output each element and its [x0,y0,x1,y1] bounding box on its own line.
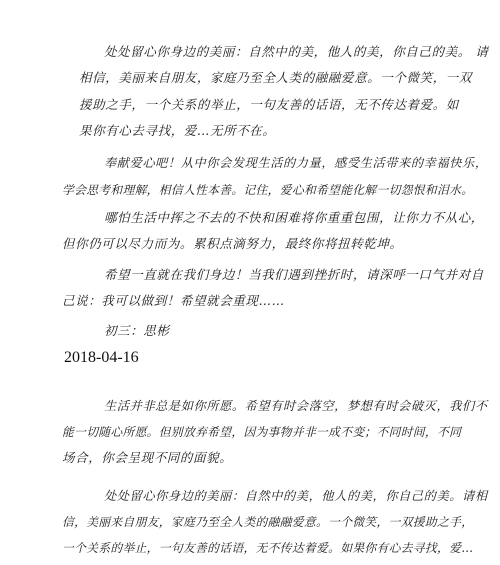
signature: 初三：思彬 [104,323,170,338]
paragraph-line: 哪怕生活中挥之不去的不快和困难将你重重包围，让你力不从心， [104,210,484,225]
date-heading: 2018-04-16 [64,349,139,366]
paragraph-line: 但你仍可以尽力而为。累积点滴努力，最终你将扭转乾坤。 [62,236,403,251]
paragraph-line: 一个关系的举止，一句友善的话语，无不传达着爱。如果你有心去寻找，爱… [62,541,474,555]
paragraph-line: 奉献爱心吧！从中你会发现生活的力量，感受生活带来的幸福快乐， [104,156,488,170]
paragraph-line: 信，美丽来自朋友，家庭乃至全人类的融融爱意。一个微笑，一双援助之手， [62,515,474,529]
paragraph-line: 果你有心去寻找，爱…无所不在。 [79,123,276,138]
paragraph-line: 场合，你会呈现不同的面貌。 [62,450,233,465]
paragraph-line: 学会思考和理解，相信人性本善。记住，爱心和希望能化解一切怨恨和泪水。 [62,183,474,197]
paragraph-line: 处处留心你身边的美丽：自然中的美，他人的美，你自己的美。 请 [104,44,489,59]
paragraph-line: 处处留心你身边的美丽：自然中的美，他人的美，你自己的美。请相 [104,489,488,503]
paragraph-line: 援助之手，一个关系的举止，一句友善的话语，无不传达着爱。如 [79,97,459,112]
paragraph-line: 己说：我可以做到！希望就会重现…… [62,293,285,308]
paragraph-line: 能一切随心所愿。但别放弃希望，因为事物并非一成不变；不同时间，不同 [62,425,462,439]
paragraph-line: 生活并非总是如你所愿。希望有时会落空，梦想有时会破灭，我们不 [104,399,488,413]
paragraph-line: 希望一直就在我们身边！当我们遇到挫折时，请深呼一口气并对自 [104,267,484,282]
paragraph-line: 相信，美丽来自朋友，家庭乃至全人类的融融爱意。一个微笑，一双 [79,70,473,85]
